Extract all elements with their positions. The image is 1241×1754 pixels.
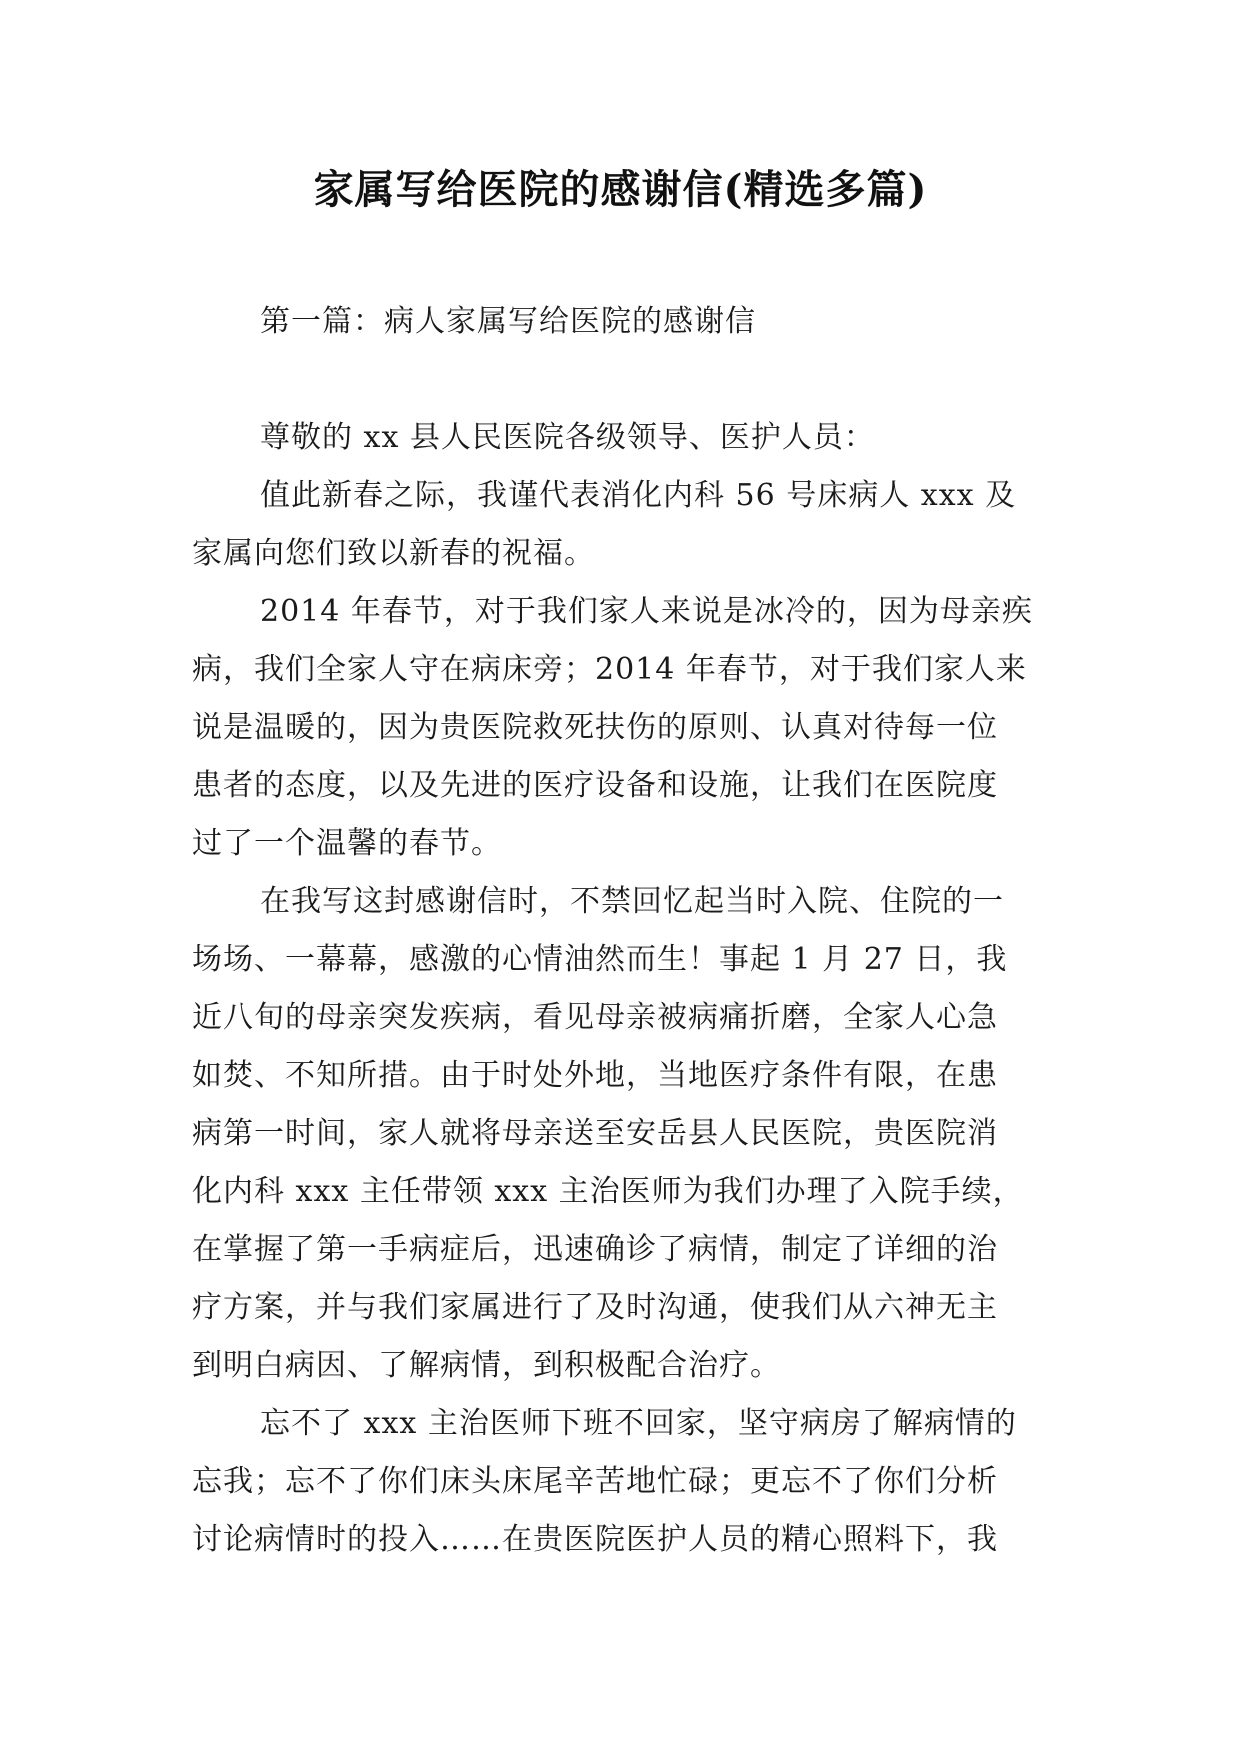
document-title: 家属写给医院的感谢信(精选多篇): [313, 166, 928, 213]
body-line: 讨论病情时的投入……在贵医院医护人员的精心照料下，我: [192, 1522, 998, 1557]
body-line: 在掌握了第一手病症后，迅速确诊了病情，制定了详细的治: [192, 1232, 998, 1267]
body-line: 到明白病因、了解病情，到积极配合治疗。: [192, 1348, 781, 1383]
body-line: 2014 年春节，对于我们家人来说是冰冷的，因为母亲疾: [260, 594, 1033, 629]
body-line: 在我写这封感谢信时，不禁回忆起当时入院、住院的一: [260, 884, 1004, 919]
body-line: 如焚、不知所措。由于时处外地，当地医疗条件有限，在患: [192, 1058, 998, 1093]
body-line: 病，我们全家人守在病床旁；2014 年春节，对于我们家人来: [192, 652, 1027, 687]
body-line: 值此新春之际，我谨代表消化内科 56 号床病人 xxx 及: [260, 478, 1017, 513]
body-line: 说是温暖的，因为贵医院救死扶伤的原则、认真对待每一位: [192, 710, 998, 745]
body-line: 场场、一幕幕，感激的心情油然而生！事起 1 月 27 日，我: [192, 942, 1008, 977]
body-line: 化内科 xxx 主任带领 xxx 主治医师为我们办理了入院手续，: [192, 1174, 1024, 1209]
body-line: 忘我；忘不了你们床头床尾辛苦地忙碌；更忘不了你们分析: [192, 1464, 998, 1499]
body-line: 疗方案，并与我们家属进行了及时沟通，使我们从六神无主: [192, 1290, 998, 1325]
body-line: 近八旬的母亲突发疾病，看见母亲被病痛折磨，全家人心急: [192, 1000, 998, 1035]
section-heading: 第一篇：病人家属写给医院的感谢信: [260, 304, 756, 339]
salutation-line: 尊敬的 xx 县人民医院各级领导、医护人员：: [260, 420, 875, 455]
body-line: 患者的态度，以及先进的医疗设备和设施，让我们在医院度: [192, 768, 998, 803]
body-line: 忘不了 xxx 主治医师下班不回家，坚守病房了解病情的: [260, 1406, 1017, 1441]
body-line: 病第一时间，家人就将母亲送至安岳县人民医院，贵医院消: [192, 1116, 998, 1151]
body-line: 过了一个温馨的春节。: [192, 826, 502, 861]
body-line: 家属向您们致以新春的祝福。: [192, 536, 595, 571]
